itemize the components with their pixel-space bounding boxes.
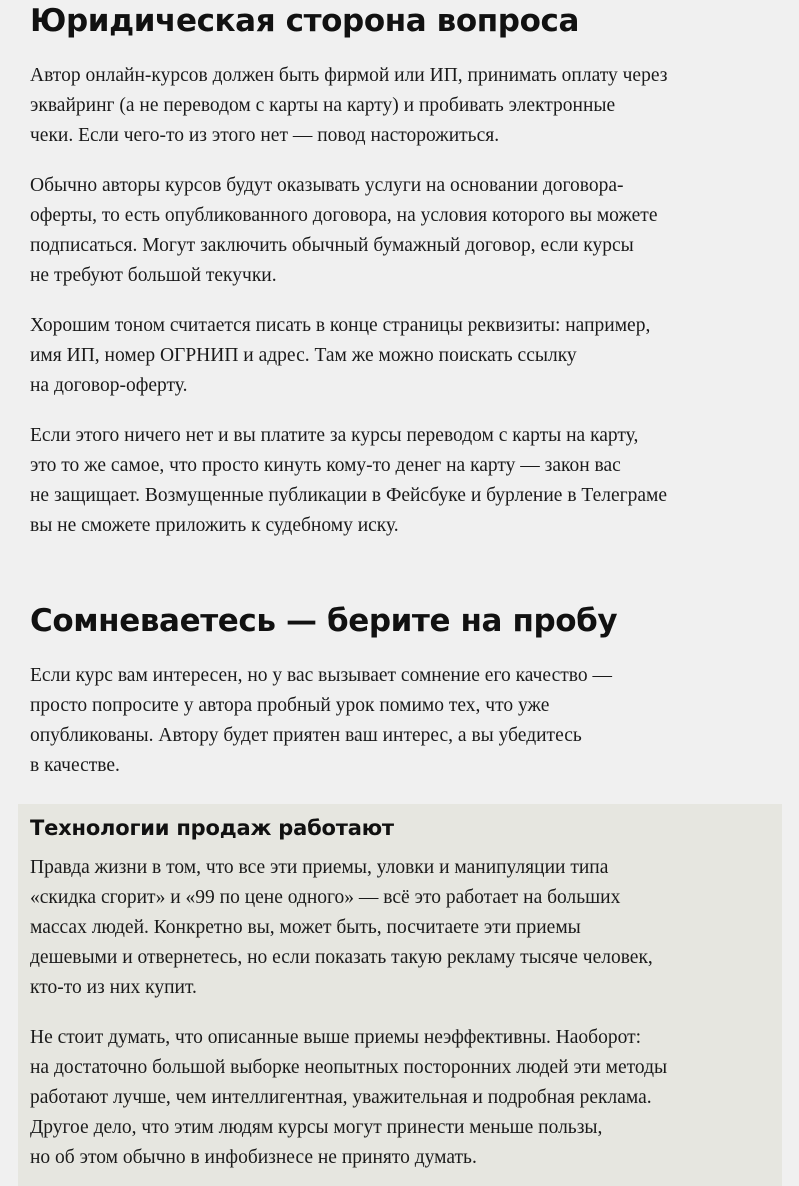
text-line: имя ИП, номер ОГРНИП и адрес. Там же можно поискать ссылку — [30, 345, 577, 366]
text-line: Хорошим тоном считается писать в конце страницы реквизиты: например, — [30, 315, 651, 336]
paragraph-card-transfer-warning — [30, 421, 667, 541]
text-line: это то же самое, что просто кинуть кому-то денег на карту — закон вас — [30, 455, 621, 476]
text-line: опубликованы. Автору будет приятен ваш интерес, а вы убедитесь — [30, 725, 582, 746]
callout-title: Технологии продаж работают — [30, 816, 394, 840]
text-line: кто-то из них купит. — [30, 977, 197, 998]
text-line: «скидка сгорит» и «99 по цене одного» — всё это работает на больших — [30, 887, 621, 908]
text-line: дешевыми и отвернетесь, но если показать такую рекламу тысяче человек, — [30, 947, 653, 968]
text-line: массах людей. Конкретно вы, может быть, посчитаете эти приемы — [30, 917, 581, 938]
text-line: Если курс вам интересен, но у вас вызывает сомнение его качество — — [30, 665, 612, 686]
section-heading-legal: Юридическая сторона вопроса — [30, 3, 579, 39]
callout-box — [18, 804, 782, 1186]
paragraph-requisites — [30, 311, 650, 401]
paragraph-trial-lesson — [30, 661, 612, 781]
text-line: Автор онлайн-курсов должен быть фирмой или ИП, принимать оплату через — [30, 65, 668, 86]
text-line: Другое дело, что этим людям курсы могут принести меньше пользы, — [30, 1117, 603, 1138]
text-line: оферты, то есть опубликованного договора, на условия которого вы можете — [30, 205, 658, 226]
text-line: не защищает. Возмущенные публикации в Фейсбуке и бурление в Телеграме — [30, 485, 668, 506]
text-line: подписаться. Могут заключить обычный бумажный договор, если курсы — [30, 235, 634, 256]
text-line: просто попросите у автора пробный урок помимо тех, что уже — [30, 695, 550, 716]
paragraph-legal-requirements — [30, 61, 667, 151]
text-line: на достаточно большой выборке неопытных посторонних людей эти методы — [30, 1057, 668, 1078]
text-line: в качестве. — [30, 755, 120, 776]
text-line: на договор-оферту. — [30, 375, 188, 396]
text-line: но об этом обычно в инфобизнесе не принято думать. — [30, 1147, 477, 1168]
text-line: эквайринг (а не переводом с карты на карту) и пробивать электронные — [30, 95, 616, 116]
text-line: вы не сможете приложить к судебному иску. — [30, 515, 399, 536]
text-line: работают лучше, чем интеллигентная, уважительная и подробная реклама. — [30, 1087, 652, 1108]
text-line: не требуют большой текучки. — [30, 265, 277, 286]
callout-paragraph-effectiveness — [30, 1023, 667, 1173]
section-heading-trial: Сомневаетесь — берите на пробу — [30, 603, 618, 639]
callout-paragraph-sales-tricks — [30, 853, 653, 1003]
text-line: Если этого ничего нет и вы платите за курсы переводом с карты на карту, — [30, 425, 639, 446]
text-line: Правда жизни в том, что все эти приемы, уловки и манипуляции типа — [30, 857, 609, 878]
text-line: Обычно авторы курсов будут оказывать услуги на основании договора- — [30, 175, 624, 196]
paragraph-offer-contract — [30, 171, 657, 291]
text-line: Не стоит думать, что описанные выше приемы неэффективны. Наоборот: — [30, 1027, 642, 1048]
text-line: чеки. Если чего-то из этого нет — повод насторожиться. — [30, 125, 500, 146]
